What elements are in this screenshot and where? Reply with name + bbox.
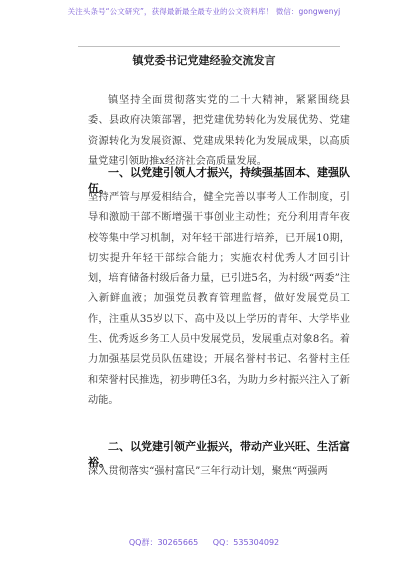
- header-divider: [78, 46, 340, 47]
- footer-qq-group: QQ群：30265665: [128, 538, 199, 547]
- header-note: 关注头条号“公文研究”，获得最新最全最专业的公文资料库！ 微信：gongwenyj: [67, 7, 341, 16]
- intro-paragraph: 镇坚持全面贯彻落实党的二十大精神，紧紧围绕县委、县政府决策部署，把党建优势转化为发展优势、党建资源转化为发展资源、党建成果转化为发展成果，以高质量党建引领助推x经济社会高质量发展。: [88, 95, 350, 167]
- footer-qq-contact: QQ：535304092: [212, 538, 280, 547]
- section-2-paragraph: 深入贯彻落实“强村富民”三年行动计划，聚焦“两强两: [88, 466, 328, 477]
- section-1-heading: 一、以党建引领人才振兴，持续强基固本、建强队伍。: [88, 166, 350, 195]
- section-2-heading: 二、以党建引领产业振兴，带动产业兴旺、生活富裕。: [88, 440, 350, 469]
- document-title: 镇党委书记党建经验交流发言: [132, 54, 276, 67]
- section-1-paragraph: 坚持严管与厚爱相结合，健全完善以事考人工作制度，引导和激励干部不断增强干事创业主动性；充分利用青年夜校等集中学习机制，对年轻干部进行培养，已开展10期，切实提升年轻干部综合能力；实施农村优秀人才回引计划，培育储备村级后备力量，已引进5名，为村级“两委”注入新鲜血液；加强党员教育管理监督，做好发展党员工作，注重从35岁以下、高中及以上学历的青年、大学毕业生、优秀返乡务工人员中发展党员，发展重点对象8名。着力加强基层党员队伍建设；开展名誉村书记、名誉村主任和荣誉村民推选，初步聘任3名，为助力乡村振兴注入了新动能。: [88, 192, 350, 406]
- footer-note: [0, 537, 408, 548]
